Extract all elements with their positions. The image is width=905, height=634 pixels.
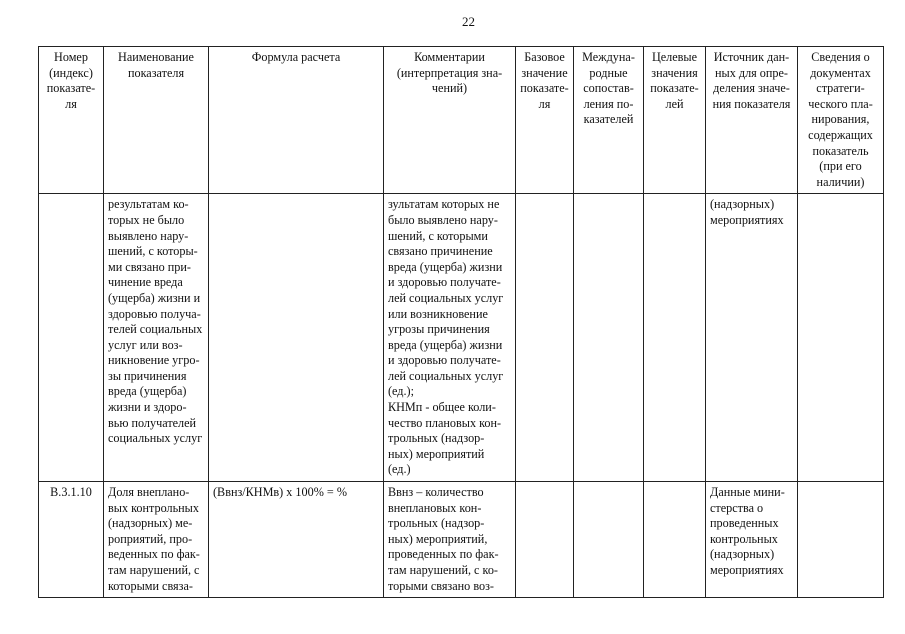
header-strategic-documents: Сведения о документах стратеги- ческого пла- нирования, содержащих показатель (при его наличии): [798, 47, 884, 194]
cell-data-source: Данные мини- стерства о проведенных контрольных (надзорных) мероприятиях: [706, 482, 798, 598]
cell-formula: [209, 194, 384, 482]
cell-target-values: [644, 482, 706, 598]
cell-formula: (Ввнз/КНМв) х 100% = %: [209, 482, 384, 598]
cell-target-values: [644, 194, 706, 482]
cell-strategic-documents: [798, 194, 884, 482]
table-row: [39, 194, 884, 482]
header-international-comparison: Междуна- родные сопостав- ления по- казателей: [574, 47, 644, 194]
cell-international-comparison: [574, 482, 644, 598]
header-data-source: Источник дан- ных для опре- деления значе- ния показателя: [706, 47, 798, 194]
header-indicator-number: Номер (индекс) показате- ля: [39, 47, 104, 194]
cell-comments: зультатам которых не было выявлено нару- шений, с которыми связано причинение вреда (ущерба) жизни и здоровью получате- лей социальных услуг или возникновение угрозы причинения вреда (ущерба) жизни и здоровью получате- лей социальных услуг (ед.); КНМп - общее коли- чество плановых кон- трольных (надзор- ных) мероприятий (ед.): [384, 194, 516, 482]
header-base-value: Базовое значение показате- ля: [516, 47, 574, 194]
cell-indicator-number: [39, 194, 104, 482]
header-target-values: Целевые значения показате- лей: [644, 47, 706, 194]
header-comments: Комментарии (интерпретация зна- чений): [384, 47, 516, 194]
table-header-row: [39, 47, 884, 194]
cell-indicator-name: результатам ко- торых не было выявлено нару- шений, с которы- ми связано при- чинение вреда (ущерба) жизни и здоровью получа- телей социальных услуг или воз- никновение угро- зы причинения вреда (ущерба) жизни и здоро- вью получателей социальных услуг: [104, 194, 209, 482]
page-number: 22: [462, 14, 475, 29]
cell-comments: Ввнз – количество внеплановых кон- трольных (надзор- ных) мероприятий, проведенных по фак- там нарушений, с ко- торыми связано воз-: [384, 482, 516, 598]
cell-data-source: (надзорных) мероприятиях: [706, 194, 798, 482]
indicator-table: [38, 46, 884, 598]
cell-strategic-documents: [798, 482, 884, 598]
cell-base-value: [516, 482, 574, 598]
table-row: [39, 482, 884, 598]
header-formula: Формула расчета: [209, 47, 384, 194]
cell-indicator-number: В.3.1.10: [39, 482, 104, 598]
cell-international-comparison: [574, 194, 644, 482]
cell-indicator-name: Доля внеплано- вых контрольных (надзорных) ме- роприятий, про- веденных по фак- там нарушений, с которыми связа-: [104, 482, 209, 598]
header-indicator-name: Наименование показателя: [104, 47, 209, 194]
cell-base-value: [516, 194, 574, 482]
